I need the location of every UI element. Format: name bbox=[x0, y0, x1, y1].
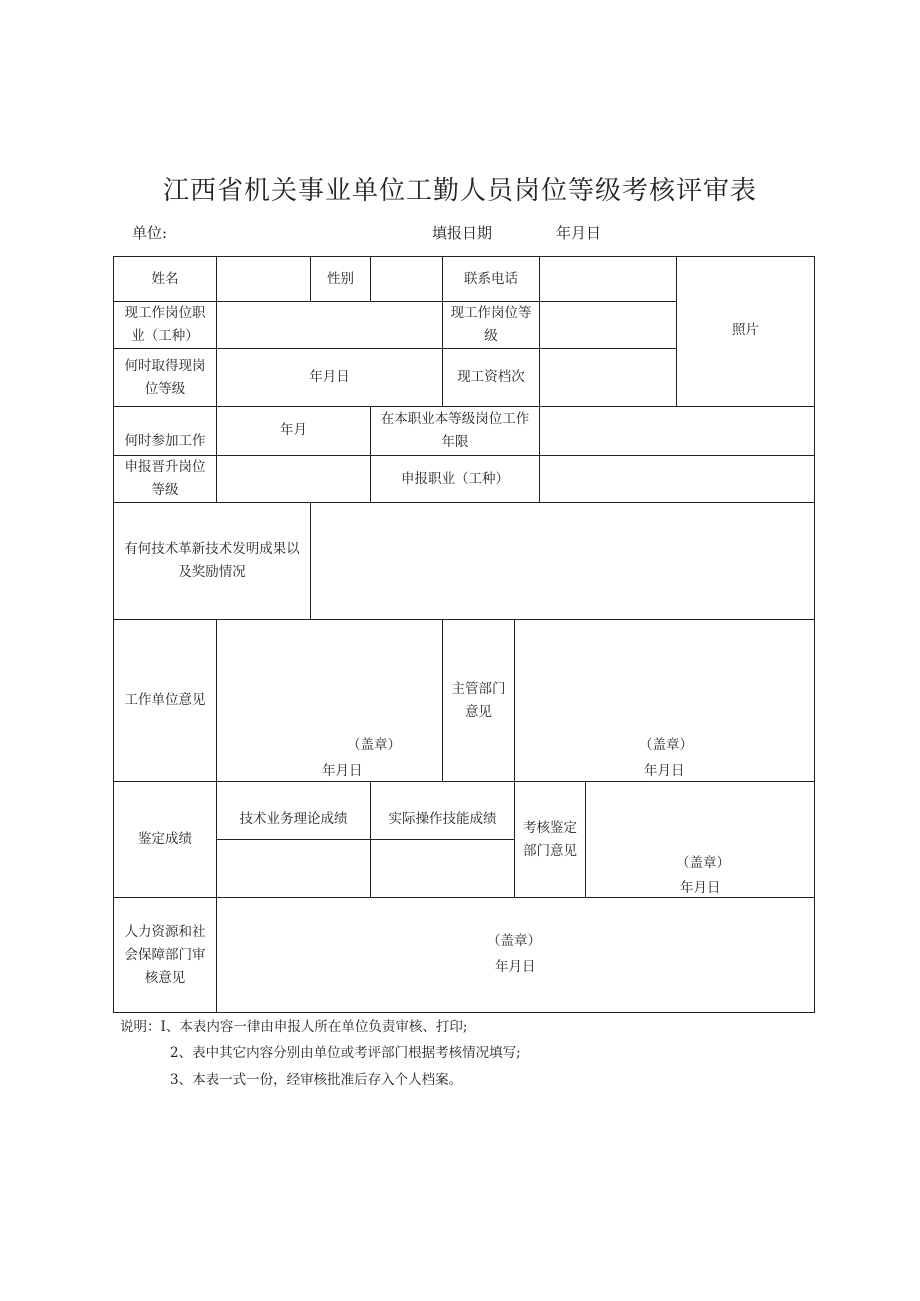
current-level-field[interactable] bbox=[540, 302, 677, 349]
hr-review-field[interactable] bbox=[217, 898, 814, 1012]
salary-grade-label: 现工资档次 bbox=[443, 349, 540, 407]
apply-level-label: 申报晋升岗位 等级 bbox=[114, 456, 217, 503]
appraisal-label: 鉴定成绩 bbox=[114, 782, 217, 898]
date-value: 年月日 bbox=[556, 224, 602, 242]
when-obtained-field[interactable]: 年月日 bbox=[217, 349, 443, 407]
dept-opinion-label: 主管部门 意见 bbox=[443, 620, 515, 782]
unit-opinion-label: 工作单位意见 bbox=[114, 620, 217, 782]
years-in-level-label: 在本职业本等级岗位工作 年限 bbox=[371, 407, 540, 456]
apply-post-label: 申报职业（工种） bbox=[371, 456, 540, 503]
apply-post-field[interactable] bbox=[540, 456, 814, 503]
when-obtained-label: 何时取得现岗 位等级 bbox=[114, 349, 217, 407]
hr-date-text: 年月日 bbox=[495, 959, 536, 975]
dept-date-text: 年月日 bbox=[644, 763, 685, 779]
dept-opinion-field[interactable] bbox=[515, 620, 814, 782]
unit-label: 单位: bbox=[132, 224, 168, 242]
phone-field[interactable] bbox=[540, 257, 677, 302]
unit-opinion-field[interactable] bbox=[217, 620, 443, 782]
exam-dept-field[interactable] bbox=[586, 782, 814, 898]
hr-review-label: 人力资源和社 会保障部门审 核意见 bbox=[114, 898, 217, 1012]
exam-dept-label: 考核鉴定 部门意见 bbox=[515, 782, 586, 898]
gender-label: 性别 bbox=[311, 257, 371, 302]
theory-score-field[interactable] bbox=[217, 840, 371, 898]
appraisal-form-table bbox=[113, 256, 815, 1013]
practical-score-field[interactable] bbox=[371, 840, 515, 898]
dept-seal-text: （盖章） bbox=[639, 737, 693, 753]
work-start-label: 何时参加工作 bbox=[114, 407, 217, 456]
photo-label: 照片 bbox=[732, 322, 759, 338]
work-start-field[interactable]: 年月 bbox=[217, 407, 371, 456]
note-2: 2、表中其它内容分别由单位或考评部门根据考核情况填写; bbox=[170, 1045, 521, 1061]
note-1: 说明：I、本表内容一律由申报人所在单位负责审核、打印; bbox=[120, 1019, 468, 1035]
apply-level-field[interactable] bbox=[217, 456, 371, 503]
date-label: 填报日期 bbox=[432, 224, 493, 242]
innovation-field[interactable] bbox=[311, 503, 814, 620]
name-label: 姓名 bbox=[114, 257, 217, 302]
form-title: 江西省机关事业单位工勤人员岗位等级考核评审表 bbox=[162, 176, 757, 206]
exam-date-text: 年月日 bbox=[680, 880, 721, 896]
note-3: 3、本表一式一份，经审核批准后存入个人档案。 bbox=[170, 1072, 463, 1088]
photo-box[interactable] bbox=[677, 257, 814, 407]
salary-grade-field[interactable] bbox=[540, 349, 677, 407]
current-post-label: 现工作岗位职 业（工种） bbox=[114, 302, 217, 349]
current-level-label: 现工作岗位等 级 bbox=[443, 302, 540, 349]
gender-field[interactable] bbox=[371, 257, 443, 302]
current-post-field[interactable] bbox=[217, 302, 443, 349]
innovation-label: 有何技术革新技术发明成果以 及奖励情况 bbox=[114, 503, 311, 620]
theory-score-label: 技术业务理论成绩 bbox=[217, 782, 371, 840]
unit-seal-text: （盖章） bbox=[347, 737, 401, 753]
hr-seal-text: （盖章） bbox=[487, 933, 541, 949]
practical-score-label: 实际操作技能成绩 bbox=[371, 782, 515, 840]
years-in-level-field[interactable] bbox=[540, 407, 814, 456]
phone-label: 联系电话 bbox=[443, 257, 540, 302]
exam-seal-text: （盖章） bbox=[676, 855, 730, 871]
unit-date-text: 年月日 bbox=[322, 763, 363, 779]
name-field[interactable] bbox=[217, 257, 311, 302]
